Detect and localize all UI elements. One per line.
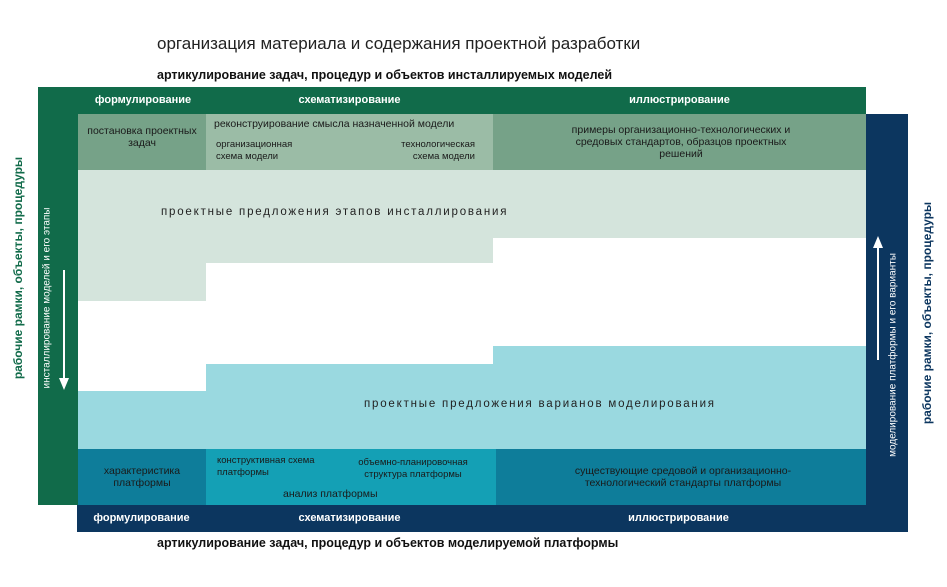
spatial-structure-text: объемно-планировочная структура платформы bbox=[358, 457, 468, 480]
right-inner-label: моделирование платформы и его варианты bbox=[887, 253, 899, 457]
top-subtitle: артикулирование задач, процедур и объектов инсталлируемых моделей bbox=[157, 68, 613, 82]
page-title: организация материала и содержания проектной разработки bbox=[157, 34, 641, 53]
existing-standards-text: существующие средовой и организационно-технологический стандарты платформы bbox=[574, 465, 792, 489]
top-illustration-label: иллюстрирование bbox=[629, 94, 730, 106]
tech-scheme-text: технологическая схема модели bbox=[401, 139, 475, 162]
modeling-variants-label: проектные предложения варианов моделирования bbox=[364, 398, 716, 410]
left-outer-label: рабочие рамки, объекты, процедуры bbox=[11, 156, 25, 380]
examples-text: примеры организационно-технологических и средовых стандартов, образцов проектных решений bbox=[571, 124, 791, 160]
task-statement-text: постановка проектных задач bbox=[87, 125, 197, 149]
up-arrow-icon bbox=[871, 234, 885, 360]
install-stages-label: проектные предложения этапов инсталлирования bbox=[161, 206, 509, 218]
bottom-illustration-label: иллюстрирование bbox=[628, 512, 729, 524]
left-inner-label: инсталлирование моделей и его этапы bbox=[41, 207, 53, 389]
top-formulation-label: формулирование bbox=[94, 94, 192, 106]
org-scheme-text: организационная схема модели bbox=[216, 139, 293, 162]
bottom-schematization-label: схематизирование bbox=[298, 512, 401, 524]
platform-analysis-text: анализ платформы bbox=[283, 488, 378, 500]
bottom-formulation-label: формулирование bbox=[93, 512, 190, 524]
reconstruction-text: реконструирование смысла назначенной модели bbox=[214, 118, 455, 130]
bottom-subtitle: артикулирование задач, процедур и объектов моделируемой платформы bbox=[157, 536, 619, 550]
right-outer-label: рабочие рамки, объекты, процедуры bbox=[920, 201, 934, 425]
platform-characteristics-text: характеристика платформы bbox=[103, 465, 181, 489]
down-arrow-icon bbox=[57, 270, 71, 392]
install-stages-band bbox=[78, 170, 866, 301]
bottom-header-bar bbox=[77, 505, 908, 532]
constructive-scheme-text: конструктивная схема платформы bbox=[217, 455, 315, 478]
diagram-field bbox=[78, 114, 866, 505]
top-schematization-label: схематизирование bbox=[298, 94, 401, 106]
top-header-bar bbox=[38, 87, 866, 114]
